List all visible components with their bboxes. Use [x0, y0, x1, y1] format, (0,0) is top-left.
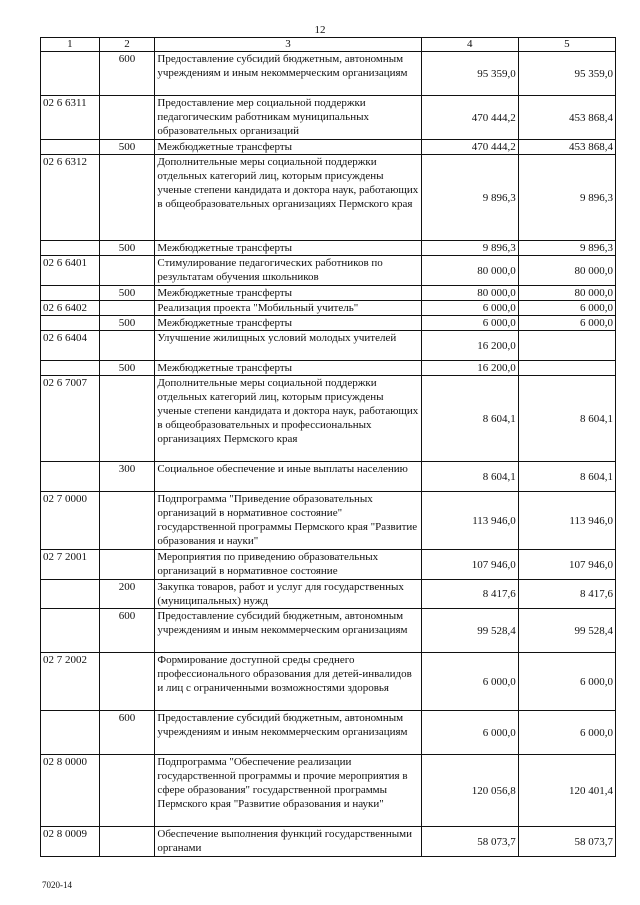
- table-row: [41, 462, 616, 492]
- table-row: [41, 96, 616, 140]
- code-cell: [41, 361, 100, 376]
- value-col4-cell: 6 000,0: [421, 316, 518, 331]
- value-col5-cell: 113 946,0: [518, 492, 615, 550]
- value-col4-cell: 9 896,3: [421, 155, 518, 241]
- description-cell: Социальное обеспечение и иные выплаты населению: [155, 462, 421, 492]
- table-row: [41, 155, 616, 241]
- description-cell: Межбюджетные трансферты: [155, 361, 421, 376]
- footer-code: 7020-14: [42, 880, 72, 890]
- value-col4-cell: 16 200,0: [421, 361, 518, 376]
- type-cell: [99, 331, 155, 361]
- type-cell: 500: [99, 286, 155, 301]
- value-col4-cell: 95 359,0: [421, 52, 518, 96]
- value-col4-cell: 6 000,0: [421, 653, 518, 711]
- value-col5-cell: 453 868,4: [518, 140, 615, 155]
- type-cell: [99, 827, 155, 857]
- table-row: [41, 711, 616, 755]
- value-col4-cell: 99 528,4: [421, 609, 518, 653]
- value-col4-cell: 6 000,0: [421, 301, 518, 316]
- value-col5-cell: 9 896,3: [518, 241, 615, 256]
- table-row: [41, 301, 616, 316]
- description-cell: Мероприятия по приведению образовательных организаций в нормативное состояние: [155, 550, 421, 580]
- value-col4-cell: 8 604,1: [421, 376, 518, 462]
- column-header-5: 5: [518, 38, 615, 52]
- value-col5-cell: 58 073,7: [518, 827, 615, 857]
- type-cell: 600: [99, 711, 155, 755]
- code-cell: 02 6 6311: [41, 96, 100, 140]
- value-col5-cell: 95 359,0: [518, 52, 615, 96]
- value-col4-cell: 6 000,0: [421, 711, 518, 755]
- table-row: [41, 361, 616, 376]
- column-header-3: 3: [155, 38, 421, 52]
- code-cell: 02 8 0009: [41, 827, 100, 857]
- table-row: [41, 286, 616, 301]
- table-row: [41, 241, 616, 256]
- description-cell: Закупка товаров, работ и услуг для государственных (муниципальных) нужд: [155, 580, 421, 609]
- description-cell: Предоставление субсидий бюджетным, автономным учреждениям и иным некоммерческим организациям: [155, 52, 421, 96]
- code-cell: [41, 140, 100, 155]
- value-col5-cell: 80 000,0: [518, 286, 615, 301]
- value-col5-cell: 6 000,0: [518, 301, 615, 316]
- code-cell: [41, 462, 100, 492]
- description-cell: Предоставление субсидий бюджетным, автономным учреждениям и иным некоммерческим организациям: [155, 711, 421, 755]
- value-col5-cell: 6 000,0: [518, 316, 615, 331]
- value-col5-cell: 453 868,4: [518, 96, 615, 140]
- description-cell: Дополнительные меры социальной поддержки отдельных категорий лиц, которым присуждены ученые степени кандидата и доктора наук, работающих в общеобразовательных и профессиональных организациях Пермского края: [155, 376, 421, 462]
- type-cell: [99, 376, 155, 462]
- description-cell: Стимулирование педагогических работников по результатам обучения школьников: [155, 256, 421, 286]
- value-col5-cell: 99 528,4: [518, 609, 615, 653]
- description-cell: Подпрограмма "Приведение образовательных организаций в нормативное состояние" государственной программы Пермского края "Развитие образования и науки": [155, 492, 421, 550]
- value-col4-cell: 8 604,1: [421, 462, 518, 492]
- type-cell: 200: [99, 580, 155, 609]
- description-cell: Подпрограмма "Обеспечение реализации государственной программы и прочие мероприятия в сфере образования" государственной программы Пермского края "Развитие образования и науки": [155, 755, 421, 827]
- type-cell: [99, 755, 155, 827]
- value-col4-cell: 113 946,0: [421, 492, 518, 550]
- table-row: [41, 653, 616, 711]
- value-col5-cell: 107 946,0: [518, 550, 615, 580]
- code-cell: [41, 711, 100, 755]
- type-cell: 600: [99, 52, 155, 96]
- value-col5-cell: 8 604,1: [518, 376, 615, 462]
- table-row: [41, 827, 616, 857]
- code-cell: [41, 609, 100, 653]
- code-cell: 02 6 6312: [41, 155, 100, 241]
- value-col4-cell: 107 946,0: [421, 550, 518, 580]
- value-col4-cell: 16 200,0: [421, 331, 518, 361]
- value-col5-cell: 9 896,3: [518, 155, 615, 241]
- table-row: [41, 316, 616, 331]
- value-col4-cell: 9 896,3: [421, 241, 518, 256]
- type-cell: 600: [99, 609, 155, 653]
- table-row: [41, 550, 616, 580]
- value-col5-cell: 6 000,0: [518, 711, 615, 755]
- description-cell: Обеспечение выполнения функций государственными органами: [155, 827, 421, 857]
- description-cell: Межбюджетные трансферты: [155, 241, 421, 256]
- value-col5-cell: [518, 331, 615, 361]
- description-cell: Реализация проекта "Мобильный учитель": [155, 301, 421, 316]
- code-cell: 02 7 2002: [41, 653, 100, 711]
- table-row: [41, 580, 616, 609]
- value-col4-cell: 8 417,6: [421, 580, 518, 609]
- page-number: 12: [314, 24, 326, 36]
- table-row: [41, 256, 616, 286]
- type-cell: [99, 155, 155, 241]
- value-col4-cell: 80 000,0: [421, 256, 518, 286]
- description-cell: Формирование доступной среды среднего профессионального образования для детей-инвалидов и лиц с ограниченными возможностями здоровья: [155, 653, 421, 711]
- value-col4-cell: 470 444,2: [421, 96, 518, 140]
- table-body: [41, 52, 616, 857]
- type-cell: 500: [99, 241, 155, 256]
- description-cell: Межбюджетные трансферты: [155, 140, 421, 155]
- value-col5-cell: 6 000,0: [518, 653, 615, 711]
- budget-table: [40, 37, 616, 857]
- type-cell: [99, 256, 155, 286]
- code-cell: [41, 52, 100, 96]
- description-cell: Дополнительные меры социальной поддержки отдельных категорий лиц, которым присуждены ученые степени кандидата и доктора наук, работающих в общеобразовательных организациях Пермского края: [155, 155, 421, 241]
- value-col5-cell: 8 417,6: [518, 580, 615, 609]
- value-col5-cell: 8 604,1: [518, 462, 615, 492]
- type-cell: [99, 301, 155, 316]
- type-cell: [99, 96, 155, 140]
- table-row: [41, 331, 616, 361]
- column-header-1: 1: [41, 38, 100, 52]
- type-cell: [99, 653, 155, 711]
- value-col5-cell: [518, 361, 615, 376]
- code-cell: 02 7 2001: [41, 550, 100, 580]
- code-cell: [41, 286, 100, 301]
- value-col5-cell: 80 000,0: [518, 256, 615, 286]
- type-cell: [99, 550, 155, 580]
- code-cell: 02 6 6402: [41, 301, 100, 316]
- description-cell: Предоставление субсидий бюджетным, автономным учреждениям и иным некоммерческим организациям: [155, 609, 421, 653]
- description-cell: Улучшение жилищных условий молодых учителей: [155, 331, 421, 361]
- code-cell: 02 6 6401: [41, 256, 100, 286]
- value-col4-cell: 58 073,7: [421, 827, 518, 857]
- description-cell: Межбюджетные трансферты: [155, 286, 421, 301]
- column-header-4: 4: [421, 38, 518, 52]
- table-row: [41, 492, 616, 550]
- description-cell: Предоставление мер социальной поддержки педагогическим работникам муниципальных образовательных организаций: [155, 96, 421, 140]
- value-col4-cell: 80 000,0: [421, 286, 518, 301]
- description-cell: Межбюджетные трансферты: [155, 316, 421, 331]
- type-cell: 500: [99, 316, 155, 331]
- table-row: [41, 52, 616, 96]
- code-cell: 02 7 0000: [41, 492, 100, 550]
- type-cell: 500: [99, 140, 155, 155]
- table-row: [41, 755, 616, 827]
- code-cell: [41, 316, 100, 331]
- code-cell: [41, 241, 100, 256]
- table-row: [41, 609, 616, 653]
- code-cell: 02 6 6404: [41, 331, 100, 361]
- code-cell: 02 8 0000: [41, 755, 100, 827]
- code-cell: [41, 580, 100, 609]
- value-col4-cell: 120 056,8: [421, 755, 518, 827]
- value-col5-cell: 120 401,4: [518, 755, 615, 827]
- column-header-2: 2: [99, 38, 155, 52]
- code-cell: 02 6 7007: [41, 376, 100, 462]
- type-cell: 300: [99, 462, 155, 492]
- table-row: [41, 140, 616, 155]
- type-cell: [99, 492, 155, 550]
- value-col4-cell: 470 444,2: [421, 140, 518, 155]
- type-cell: 500: [99, 361, 155, 376]
- header-row: [41, 38, 616, 52]
- table-row: [41, 376, 616, 462]
